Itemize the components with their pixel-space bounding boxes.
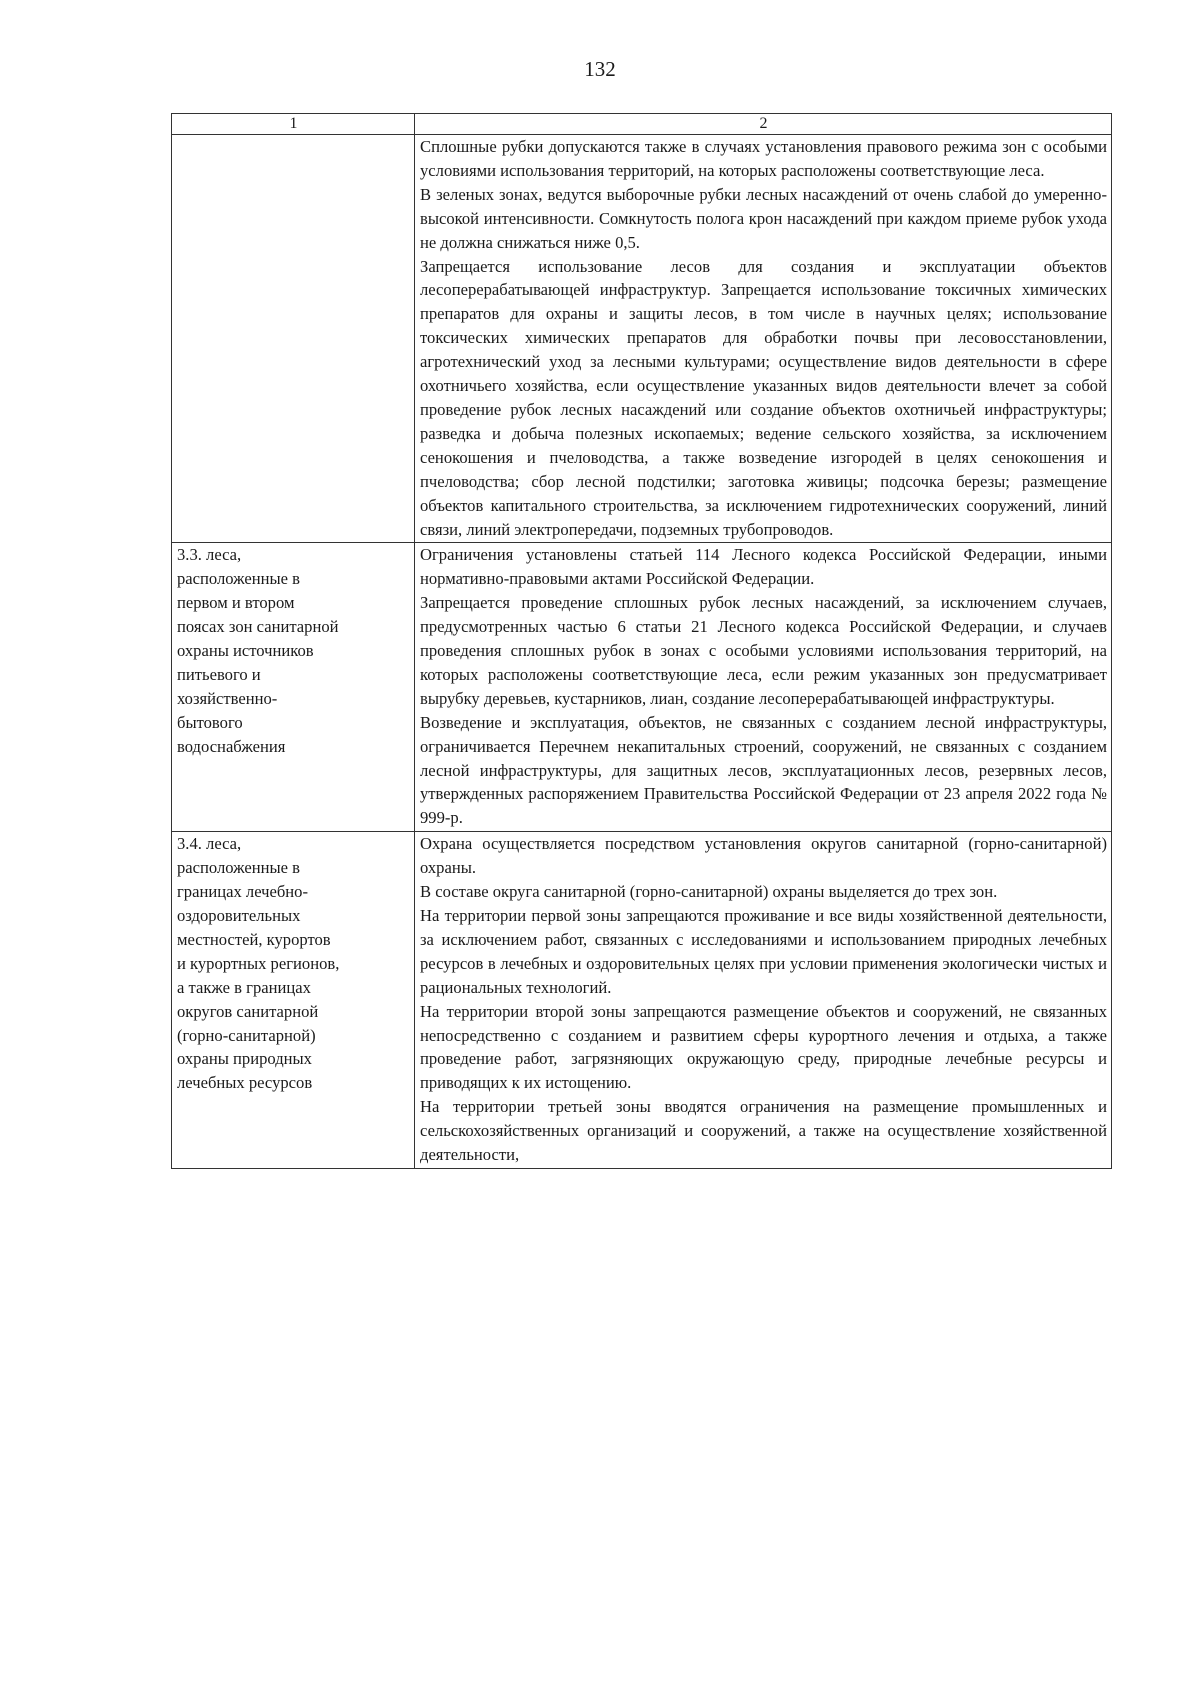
paragraph: Сплошные рубки допускаются также в случаях установления правового режима зон с особыми условиями использования территорий, на которых расположены соответствующие леса.	[420, 137, 1107, 180]
paragraph: В зеленых зонах, ведутся выборочные рубки лесных насаждений от очень слабой до умеренно-высокой интенсивности. Сомкнутость полога крон насаждений при каждом приеме рубок ухода не должна снижаться ниже 0,5.	[420, 184, 1107, 252]
paragraph: Возведение и эксплуатация, объектов, не связанных с созданием лесной инфраструктуры, ограничивается Перечнем некапитальных строений, сооружений, не связанных с созданием лесной инфраструктуры, для защитных лесов, эксплуатационных лесов, резервных лесов, утвержденных распоряжением Правительства Российской Федерации от 23 апреля 2022 года № 999-р.	[420, 712, 1107, 828]
paragraph: На территории третьей зоны вводятся ограничения на размещение промышленных и сельскохозяйственных организаций и сооружений, а также на осуществление хозяйственной деятельности,	[420, 1097, 1107, 1165]
paragraph: На территории второй зоны запрещаются размещение объектов и сооружений, не связанных непосредственно с созданием и развитием сферы курортного лечения и отдыха, а также проведение работ, загрязняющих окружающую среду, природные лечебные ресурсы и приводящих к их истощению.	[420, 1001, 1107, 1093]
category-text: 3.4. леса, расположенные в границах лечебно- оздоровительных местностей, курортов и курортных регионов, а также в границах округов санитарной (горно-санитарной) охраны природных лечебных ресурсов	[177, 834, 340, 1093]
paragraph: Запрещается использование лесов для создания и эксплуатации объектов лесоперерабатывающей инфраструктур. Запрещается использование токсичных химических препаратов для охраны и защиты лесов, в том числе в научных целях; использование токсических химических препаратов для обработки почвы при лесовосстановлении, агротехнический уход за лесными культурами; осуществление видов деятельности в сфере охотничьего хозяйства, если осуществление указанных видов деятельности влечет за собой проведение рубок лесных насаждений или создание объектов охотничьей инфраструктуры; разведка и добыча полезных ископаемых; ведение сельского хозяйства, за исключением сенокошения и пчеловодства, а также возведение изгородей в целях сенокошения и пчеловодства; сбор лесной подстилки; заготовка живицы; подсочка березы; размещение объектов капитального строительства, за исключением гидротехнических сооружений, линий связи, линий электропередачи, подземных трубопроводов.	[420, 256, 1107, 539]
paragraph: На территории первой зоны запрещаются проживание и все виды хозяйственной деятельности, за исключением работ, связанных с исследованиями и использованием природных лечебных ресурсов в лечебных и оздоровительных целях при условии применения экологически чистых и рациональных технологий.	[420, 906, 1107, 997]
category-cell	[172, 832, 415, 1169]
restrictions-table	[171, 113, 1112, 1169]
paragraph: Охрана осуществляется посредством установления округов санитарной (горно-санитарной) охраны.	[420, 834, 1107, 878]
restrictions-cell	[415, 135, 1112, 543]
paragraph: В составе округа санитарной (горно-санитарной) охраны выделяется до трех зон.	[420, 882, 998, 902]
column-header-1: 1	[172, 114, 415, 135]
paragraph: Ограничения установлены статьей 114 Лесного кодекса Российской Федерации, иными нормативно-правовыми актами Российской Федерации.	[420, 545, 1107, 589]
restrictions-cell	[415, 832, 1112, 1169]
category-cell	[172, 543, 415, 832]
table-row	[172, 135, 1112, 543]
category-text: 3.3. леса, расположенные в первом и втором поясах зон санитарной охраны источников питьевого и хозяйственно- бытового водоснабжения	[177, 545, 339, 756]
restrictions-cell	[415, 543, 1112, 832]
table-row	[172, 832, 1112, 1169]
category-cell	[172, 135, 415, 543]
column-header-2: 2	[415, 114, 1112, 135]
page-number: 132	[584, 57, 616, 81]
table-header-row	[172, 114, 1112, 135]
paragraph: Запрещается проведение сплошных рубок лесных насаждений, за исключением случаев, предусмотренных частью 6 статьи 21 Лесного кодекса Российской Федерации, и случаев проведения сплошных рубок в зонах с особыми условиями использования территорий, на которых расположены соответствующие леса, если режим указанных зон предусматривает вырубку деревьев, кустарников, лиан, создание лесоперерабатывающей инфраструктуры.	[420, 593, 1107, 708]
table-row	[172, 543, 1112, 832]
